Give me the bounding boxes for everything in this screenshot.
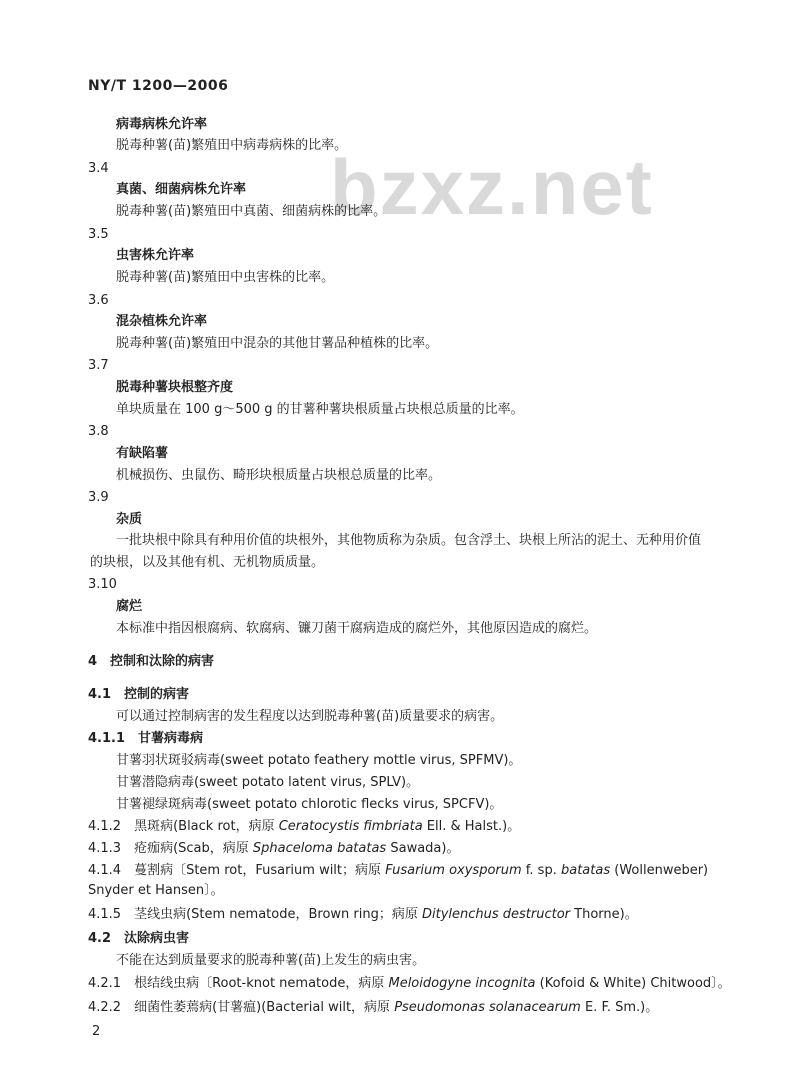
term-title: 混杂植株允许率 bbox=[116, 314, 208, 329]
term-definition: 脱毒种薯(苗)繁殖田中真菌、细菌病株的比率。 bbox=[116, 204, 387, 219]
term-number: 3.4 bbox=[88, 161, 109, 176]
term-definition: 单块质量在 100 g～500 g 的甘薯种薯块根质量占块根总质量的比率。 bbox=[116, 402, 524, 417]
term-title: 杂质 bbox=[116, 512, 143, 527]
term-number: 3.7 bbox=[88, 358, 109, 373]
pest-item: 4.2.2 细菌性萎蔫病(甘薯瘟)(Bacterial wilt，病原 Pseudomonas solanacearum E. F. Sm.)。 bbox=[88, 1000, 659, 1015]
standard-code-header: NY/T 1200—2006 bbox=[88, 78, 229, 94]
watermark: bzxz.net bbox=[330, 143, 654, 231]
page-number: 2 bbox=[92, 1024, 101, 1039]
subsection-heading: 4.1 控制的病害 bbox=[88, 687, 190, 702]
term-number: 3.10 bbox=[88, 577, 117, 592]
pest-item: 4.2.1 根结线虫病〔Root-knot nematode，病原 Meloidogyne incognita (Kofoid & White) Chitwood〕。 bbox=[88, 976, 731, 991]
subsection-text: 不能在达到质量要求的脱毒种薯(苗)上发生的病虫害。 bbox=[116, 953, 426, 968]
disease-item: 4.1.2 黑斑病(Black rot，病原 Ceratocystis fimbriata Ell. & Halst.)。 bbox=[88, 819, 521, 834]
virus-item: 甘薯潜隐病毒(sweet potato latent virus, SPLV)。 bbox=[116, 775, 420, 790]
term-title: 虫害株允许率 bbox=[116, 248, 195, 263]
term-definition: 机械损伤、虫鼠伤、畸形块根质量占块根总质量的比率。 bbox=[116, 468, 442, 483]
virus-item: 甘薯羽状斑驳病毒(sweet potato feathery mottle virus, SPFMV)。 bbox=[116, 753, 522, 768]
disease-item: 4.1.4 蔓割病〔Stem rot，Fusarium wilt；病原 Fusarium oxysporum f. sp. batatas (Wollenweber) Snyder et Hansen〕。 bbox=[88, 863, 709, 898]
term-title: 真菌、细菌病株允许率 bbox=[116, 182, 247, 197]
term-title: 脱毒种薯块根整齐度 bbox=[116, 380, 234, 395]
term-title: 病毒病株允许率 bbox=[116, 117, 208, 132]
term-title: 有缺陷薯 bbox=[116, 446, 169, 461]
term-number: 3.6 bbox=[88, 293, 109, 308]
disease-item: 4.1.5 茎线虫病(Stem nematode，Brown ring；病原 Ditylenchus destructor Thorne)。 bbox=[88, 907, 638, 922]
virus-item: 甘薯褪绿斑病毒(sweet potato chlorotic flecks virus, SPCFV)。 bbox=[116, 797, 503, 812]
term-definition: 脱毒种薯(苗)繁殖田中虫害株的比率。 bbox=[116, 270, 335, 285]
subsection-heading: 4.2 汰除病虫害 bbox=[88, 931, 190, 946]
section-heading: 4 控制和汰除的病害 bbox=[88, 654, 215, 669]
term-definition: 脱毒种薯(苗)繁殖田中病毒病株的比率。 bbox=[116, 138, 348, 153]
term-number: 3.8 bbox=[88, 424, 109, 439]
term-title: 腐烂 bbox=[116, 599, 143, 614]
term-definition: 一批块根中除具有种用价值的块根外，其他物质称为杂质。包含浮土、块根上所沾的泥土、无种用价值的块根，以及其他有机、无机物质质量。 bbox=[90, 533, 702, 570]
disease-item: 4.1.3 疮痂病(Scab，病原 Sphaceloma batatas Sawada)。 bbox=[88, 841, 460, 856]
term-number: 3.9 bbox=[88, 490, 109, 505]
subsection-text: 可以通过控制病害的发生程度以达到脱毒种薯(苗)质量要求的病害。 bbox=[116, 709, 504, 724]
term-definition: 本标准中指因根腐病、软腐病、镰刀菌干腐病造成的腐烂外，其他原因造成的腐烂。 bbox=[116, 621, 598, 636]
term-definition: 脱毒种薯(苗)繁殖田中混杂的其他甘薯品种植株的比率。 bbox=[116, 336, 439, 351]
subsection-heading: 4.1.1 甘薯病毒病 bbox=[88, 731, 204, 746]
term-number: 3.5 bbox=[88, 227, 109, 242]
